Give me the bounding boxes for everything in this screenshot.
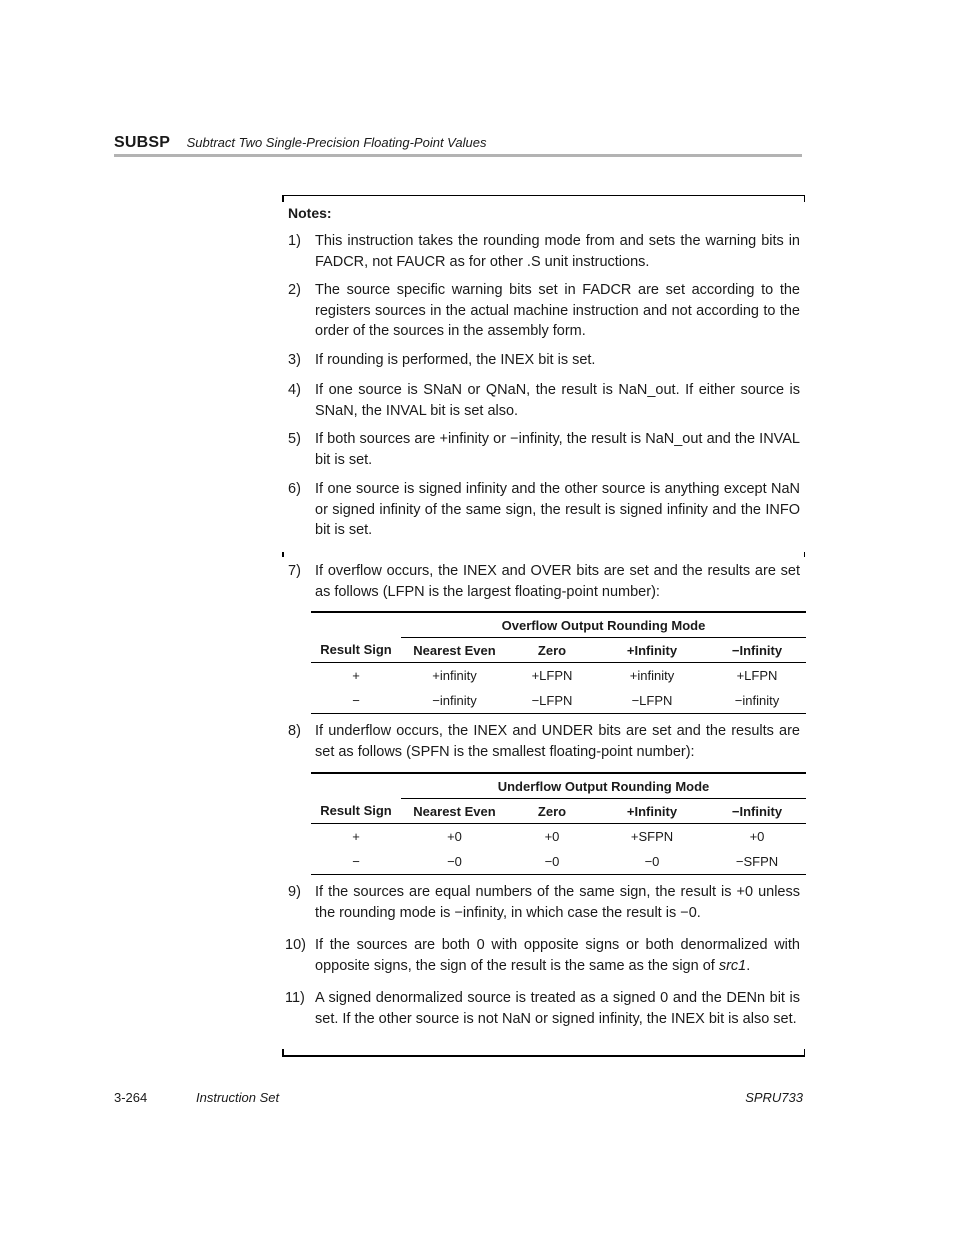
notes-bracket-top bbox=[282, 195, 805, 202]
column-header: Result Sign bbox=[311, 799, 401, 824]
table-row bbox=[311, 849, 806, 875]
table-cell: +0 bbox=[749, 829, 765, 844]
table-cell: −0 bbox=[508, 849, 596, 875]
note-1 bbox=[288, 231, 800, 272]
footer-section: Instruction Set bbox=[196, 1090, 280, 1105]
note-5 bbox=[288, 429, 800, 470]
table-cell: −LFPN bbox=[596, 688, 708, 714]
note-text: If both sources are +infinity or −infinity, the result is NaN_out and the INVAL bit is set. bbox=[315, 431, 800, 468]
note-number: 7) bbox=[288, 563, 301, 579]
column-header: −Infinity bbox=[708, 638, 806, 663]
table-cell: −LFPN bbox=[508, 688, 596, 714]
table-cell: +LFPN bbox=[736, 668, 778, 683]
note-number: 5) bbox=[288, 431, 301, 447]
table-cell: − bbox=[311, 688, 401, 714]
page-number: 3-264 bbox=[114, 1090, 148, 1105]
table-cell: +infinity bbox=[629, 668, 675, 683]
column-header: +Infinity bbox=[596, 638, 708, 663]
note-10 bbox=[285, 935, 800, 976]
table-cell: −0 bbox=[401, 849, 508, 875]
note-7 bbox=[288, 561, 800, 602]
note-number: 2) bbox=[288, 282, 301, 298]
note-number: 4) bbox=[288, 382, 301, 398]
table-cell: +infinity bbox=[432, 668, 477, 683]
column-header: Zero bbox=[508, 638, 596, 663]
instruction-description: Subtract Two Single-Precision Floating-Point Values bbox=[186, 135, 487, 150]
note-text bbox=[315, 935, 800, 976]
table-cell: +SFPN bbox=[630, 829, 674, 844]
note-number: 11) bbox=[285, 990, 305, 1006]
column-header: +Infinity bbox=[596, 799, 708, 824]
table-row bbox=[311, 663, 806, 689]
note-text-part: . bbox=[746, 957, 751, 974]
instruction-mnemonic: SUBSP bbox=[114, 134, 171, 151]
note-9 bbox=[288, 882, 800, 923]
note-text: If rounding is performed, the INEX bit is set. bbox=[315, 352, 596, 368]
note-text: If overflow occurs, the INEX and OVER bits are set and the results are set as follows (LFPN is the largest floating-point number): bbox=[315, 563, 800, 600]
note-11 bbox=[285, 988, 800, 1029]
table-row bbox=[311, 824, 806, 850]
note-text-part: If the sources are both 0 with opposite signs or both denormalized with opposite signs, the sign of the result is the same as the sign of bbox=[315, 937, 800, 974]
table-cell: −SFPN bbox=[708, 849, 806, 875]
notes-title: Notes: bbox=[288, 205, 332, 221]
note-text: If one source is SNaN or QNaN, the result is NaN_out. If either source is SNaN, the INVAL bit is set also. bbox=[315, 382, 800, 419]
table-cell: +0 bbox=[544, 829, 560, 844]
column-header: Zero bbox=[508, 799, 596, 824]
table-cell: − bbox=[311, 849, 401, 875]
table-cell: −0 bbox=[596, 849, 708, 875]
note-text: If the sources are equal numbers of the same sign, the result is +0 unless the rounding mode is −infinity, in which case the result is −0. bbox=[315, 884, 800, 921]
note-text: If underflow occurs, the INEX and UNDER bits are set and the results are set as follows (SPFN is the smallest floating-point number): bbox=[315, 723, 800, 760]
table-cell: + bbox=[352, 668, 360, 683]
note-text: If one source is signed infinity and the other source is anything except NaN or signed infinity of the same sign, the result is signed infinity and the INFO bit is set. bbox=[315, 481, 800, 538]
note-number: 9) bbox=[288, 884, 301, 900]
note-4 bbox=[288, 380, 800, 421]
note-text: A signed denormalized source is treated as a signed 0 and the DENn bit is set. If the other source is not NaN or signed infinity, the INEX bit is also set. bbox=[315, 990, 800, 1027]
table-cell: −infinity bbox=[708, 688, 806, 714]
operand-src1: src1 bbox=[718, 957, 747, 974]
underflow-table-group-header: Underflow Output Rounding Mode bbox=[401, 773, 806, 799]
column-header: Nearest Even bbox=[401, 638, 508, 663]
note-3 bbox=[288, 350, 800, 371]
notes-bracket-break bbox=[282, 552, 805, 557]
header-rule bbox=[114, 154, 802, 157]
table-cell: + bbox=[352, 829, 360, 844]
table-cell: −infinity bbox=[401, 688, 508, 714]
note-number: 10) bbox=[285, 937, 306, 953]
column-header: Result Sign bbox=[311, 638, 401, 663]
column-header: Nearest Even bbox=[401, 799, 508, 824]
note-8 bbox=[288, 721, 800, 762]
note-number: 3) bbox=[288, 352, 301, 368]
column-header: −Infinity bbox=[708, 799, 806, 824]
page-header bbox=[114, 134, 802, 152]
table-cell: +0 bbox=[447, 829, 462, 844]
note-number: 6) bbox=[288, 481, 301, 497]
overflow-table bbox=[311, 611, 806, 714]
notes-bracket-bottom bbox=[282, 1049, 805, 1057]
note-number: 8) bbox=[288, 723, 301, 739]
underflow-table bbox=[311, 772, 806, 875]
note-6 bbox=[288, 479, 800, 541]
note-number: 1) bbox=[288, 233, 301, 249]
note-text: The source specific warning bits set in FADCR are set according to the registers sources in the actual machine instruction and not according to the order of the sources in the assembly form. bbox=[315, 282, 800, 339]
table-cell: +LFPN bbox=[531, 668, 573, 683]
overflow-table-group-header: Overflow Output Rounding Mode bbox=[401, 612, 806, 638]
note-2 bbox=[288, 280, 800, 342]
table-row bbox=[311, 688, 806, 714]
footer-doc-id: SPRU733 bbox=[745, 1090, 803, 1105]
note-text: This instruction takes the rounding mode from and sets the warning bits in FADCR, not FAUCR as for other .S unit instructions. bbox=[315, 233, 800, 270]
